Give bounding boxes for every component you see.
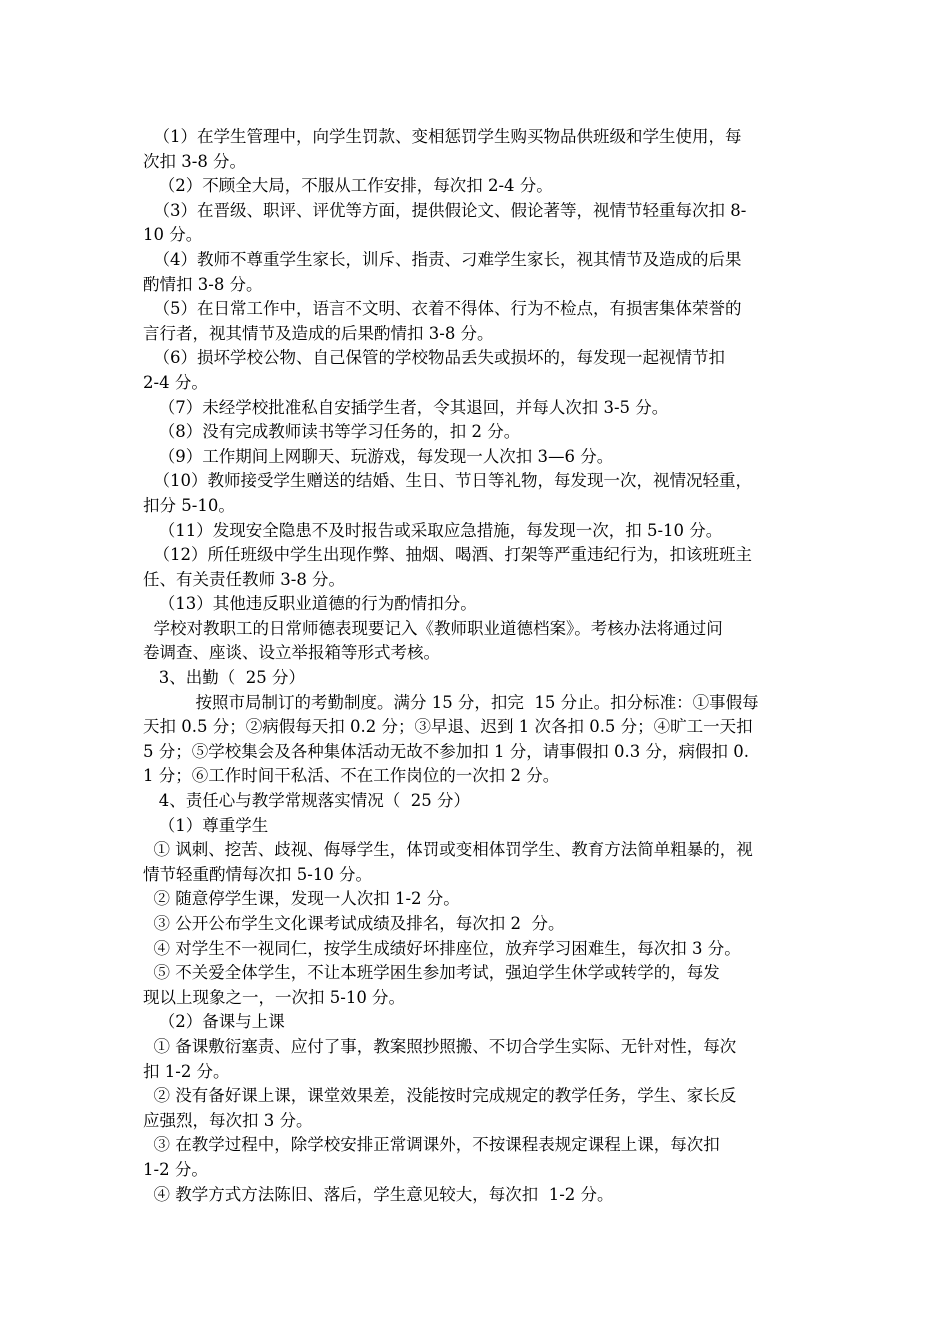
text-line: 4、责任心与教学常规落实情况（ 25 分） bbox=[143, 791, 470, 811]
text-line: （13）其他违反职业道德的行为酌情扣分。 bbox=[143, 594, 477, 614]
text-line: 3、出勤（ 25 分） bbox=[143, 668, 305, 688]
text-line: ⑤ 不关爱全体学生，不让本班学困生参加考试，强迫学生休学或转学的，每发 bbox=[143, 963, 720, 983]
text-line: 5 分；⑤学校集会及各种集体活动无故不参加扣 1 分，请事假扣 0.3 分，病假扣 0. bbox=[143, 741, 749, 761]
text-line: ① 讽刺、挖苦、歧视、侮辱学生，体罚或变相体罚学生、教育方法简单粗暴的，视 bbox=[143, 840, 753, 860]
text-line: （8）没有完成教师读书等学习任务的，扣 2 分。 bbox=[143, 422, 521, 442]
text-line: 言行者，视其情节及造成的后果酌情扣 3-8 分。 bbox=[143, 323, 494, 343]
text-line: 1-2 分。 bbox=[143, 1159, 208, 1179]
text-line: （11）发现安全隐患不及时报告或采取应急措施，每发现一次，扣 5-10 分。 bbox=[143, 520, 723, 540]
document-body bbox=[143, 125, 808, 1207]
text-line: （12）所任班级中学生出现作弊、抽烟、喝酒、打架等严重违纪行为，扣该班班主 bbox=[143, 545, 752, 565]
text-line: 10 分。 bbox=[143, 225, 203, 245]
text-line: ③ 公开公布学生文化课考试成绩及排名，每次扣 2 分。 bbox=[143, 914, 565, 933]
text-line: （1）在学生管理中，向学生罚款、变相惩罚学生购买物品供班级和学生使用，每 bbox=[143, 127, 742, 146]
text-line: （2）不顾全大局，不服从工作安排，每次扣 2-4 分。 bbox=[143, 176, 553, 196]
text-line: （4）教师不尊重学生家长，训斥、指责、刁难学生家长，视其情节及造成的后果 bbox=[143, 249, 742, 269]
text-line: 天扣 0.5 分；②病假每天扣 0.2 分；③早退、迟到 1 次各扣 0.5 分；④旷工一天扣 bbox=[143, 717, 753, 737]
text-line: 应强烈，每次扣 3 分。 bbox=[143, 1110, 313, 1130]
text-line: 按照市局制订的考勤制度。满分 15 分，扣完 15 分止。扣分标准：①事假每 bbox=[143, 692, 759, 712]
text-line: （3）在晋级、职评、评优等方面，提供假论文、假论著等，视情节轻重每次扣 8- bbox=[143, 200, 747, 220]
text-line: 扣 1-2 分。 bbox=[143, 1061, 230, 1081]
text-line: （2）备课与上课 bbox=[143, 1012, 285, 1032]
text-line: 扣分 5-10。 bbox=[143, 495, 235, 515]
text-line: 任、有关责任教师 3-8 分。 bbox=[143, 569, 346, 589]
text-line: ④ 对学生不一视同仁，按学生成绩好坏排座位，放弃学习困难生，每次扣 3 分。 bbox=[143, 938, 741, 958]
text-line: （9）工作期间上网聊天、玩游戏，每发现一人次扣 3—6 分。 bbox=[143, 446, 614, 466]
text-line: 卷调查、座谈、设立举报箱等形式考核。 bbox=[143, 643, 440, 663]
text-line: 酌情扣 3-8 分。 bbox=[143, 274, 263, 294]
text-line: ② 没有备好课上课，课堂效果差，没能按时完成规定的教学任务，学生、家长反 bbox=[143, 1086, 737, 1106]
text-line: （6）损坏学校公物、自己保管的学校物品丢失或损坏的，每发现一起视情节扣 bbox=[143, 348, 725, 368]
text-line: ③ 在教学过程中，除学校安排正常调课外，不按课程表规定课程上课，每次扣 bbox=[143, 1135, 720, 1155]
text-line: 次扣 3-8 分。 bbox=[143, 151, 247, 171]
text-line: （1）尊重学生 bbox=[143, 815, 269, 835]
text-line: 现以上现象之一，一次扣 5-10 分。 bbox=[143, 987, 406, 1007]
text-line: （7）未经学校批准私自安插学生者，令其退回，并每人次扣 3-5 分。 bbox=[143, 397, 669, 417]
text-line: 学校对教职工的日常师德表现要记入《教师职业道德档案》。考核办法将通过问 bbox=[143, 618, 723, 638]
text-line: （10）教师接受学生赠送的结婚、生日、节日等礼物，每发现一次，视情况轻重， bbox=[143, 471, 752, 491]
text-line: ① 备课敷衍塞责、应付了事，教案照抄照搬、不切合学生实际、无针对性，每次 bbox=[143, 1036, 737, 1056]
text-line: 1 分；⑥工作时间干私活、不在工作岗位的一次扣 2 分。 bbox=[143, 766, 560, 786]
text-line: 情节轻重酌情每次扣 5-10 分。 bbox=[143, 864, 373, 884]
text-line: ② 随意停学生课，发现一人次扣 1-2 分。 bbox=[143, 889, 460, 909]
text-line: （5）在日常工作中，语言不文明、衣着不得体、行为不检点，有损害集体荣誉的 bbox=[143, 299, 742, 319]
text-line: 2-4 分。 bbox=[143, 372, 208, 392]
text-line: ④ 教学方式方法陈旧、落后，学生意见较大，每次扣 1-2 分。 bbox=[143, 1184, 614, 1204]
